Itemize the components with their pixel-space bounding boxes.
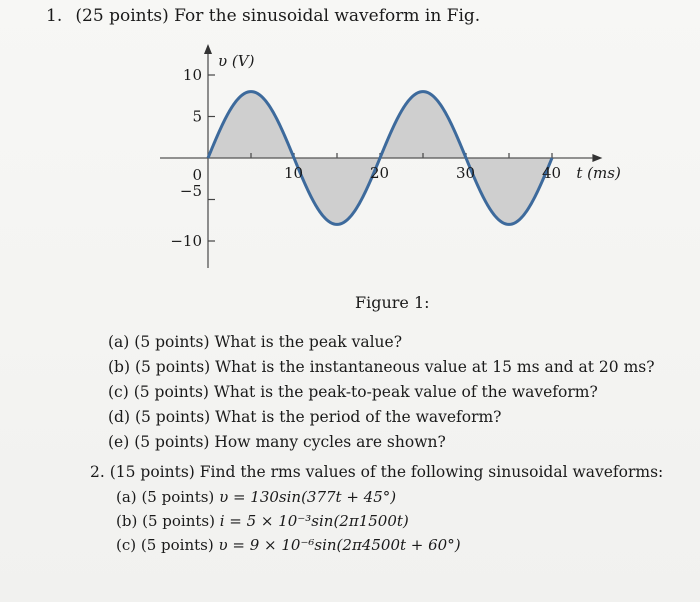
subquestion-text: (5 points) What is the peak value? bbox=[134, 333, 403, 351]
subquestion-e bbox=[108, 430, 655, 455]
y-tick-label: 10 bbox=[182, 66, 202, 84]
subquestion-text: (5 points) What is the period of the waveform? bbox=[134, 408, 502, 426]
y-tick-label: −5 bbox=[179, 182, 202, 200]
figure-caption: Figure 1: bbox=[355, 293, 430, 312]
item-formula: υ = 9 × 10⁻⁶sin(2π4500t + 60°) bbox=[218, 536, 461, 554]
question-2-item-b bbox=[116, 509, 663, 533]
item-label: (a) bbox=[116, 488, 137, 506]
subquestion-label: (a) bbox=[108, 333, 130, 351]
subquestion-label: (e) bbox=[108, 433, 130, 451]
question-1-header bbox=[46, 6, 480, 26]
x-tick-label: 40 bbox=[542, 164, 562, 182]
x-tick-label: 20 bbox=[370, 164, 390, 182]
x-axis-arrow bbox=[592, 154, 602, 162]
subquestion-c bbox=[108, 380, 655, 405]
question-1-subquestions bbox=[108, 330, 655, 455]
y-axis-label: υ (V) bbox=[218, 52, 255, 70]
item-label: (c) bbox=[116, 536, 137, 554]
subquestion-label: (c) bbox=[108, 383, 129, 401]
waveform-figure bbox=[150, 40, 640, 280]
question-2-items bbox=[116, 485, 663, 557]
subquestion-b bbox=[108, 355, 655, 380]
question-2-number: 2. bbox=[90, 463, 105, 481]
item-points: (5 points) bbox=[141, 488, 215, 506]
subquestion-label: (d) bbox=[108, 408, 131, 426]
question-2-header bbox=[90, 460, 663, 485]
y-tick-label: −10 bbox=[170, 232, 202, 250]
question-1-number: 1. bbox=[46, 6, 63, 26]
y-tick-label: 5 bbox=[192, 107, 202, 126]
subquestion-a bbox=[108, 330, 655, 355]
subquestion-text: (5 points) What is the instantaneous value at 15 ms and at 20 ms? bbox=[134, 358, 655, 376]
subquestion-text: (5 points) What is the peak-to-peak value of the waveform? bbox=[133, 383, 598, 401]
x-tick-label: 30 bbox=[456, 164, 476, 182]
subquestion-label: (b) bbox=[108, 358, 131, 376]
question-1-text: (25 points) For the sinusoidal waveform in Fig. bbox=[75, 6, 481, 26]
item-label: (b) bbox=[116, 512, 138, 530]
item-points: (5 points) bbox=[142, 512, 215, 530]
y-axis-arrow bbox=[204, 44, 212, 54]
subquestion-d bbox=[108, 405, 655, 430]
item-points: (5 points) bbox=[140, 536, 214, 554]
question-2-item-c bbox=[116, 533, 663, 557]
item-formula: υ = 130sin(377t + 45°) bbox=[219, 488, 397, 506]
x-axis-label: t (ms) bbox=[576, 164, 621, 182]
y-tick-label: 0 bbox=[192, 166, 202, 184]
waveform-chart bbox=[150, 40, 640, 280]
subquestion-text: (5 points) How many cycles are shown? bbox=[134, 433, 446, 451]
question-2-text: (15 points) Find the rms values of the following sinusoidal waveforms: bbox=[109, 463, 664, 481]
question-2 bbox=[90, 460, 663, 557]
x-tick-label: 10 bbox=[284, 164, 304, 182]
question-2-item-a bbox=[116, 485, 663, 509]
item-formula: i = 5 × 10⁻³sin(2π1500t) bbox=[219, 512, 409, 530]
